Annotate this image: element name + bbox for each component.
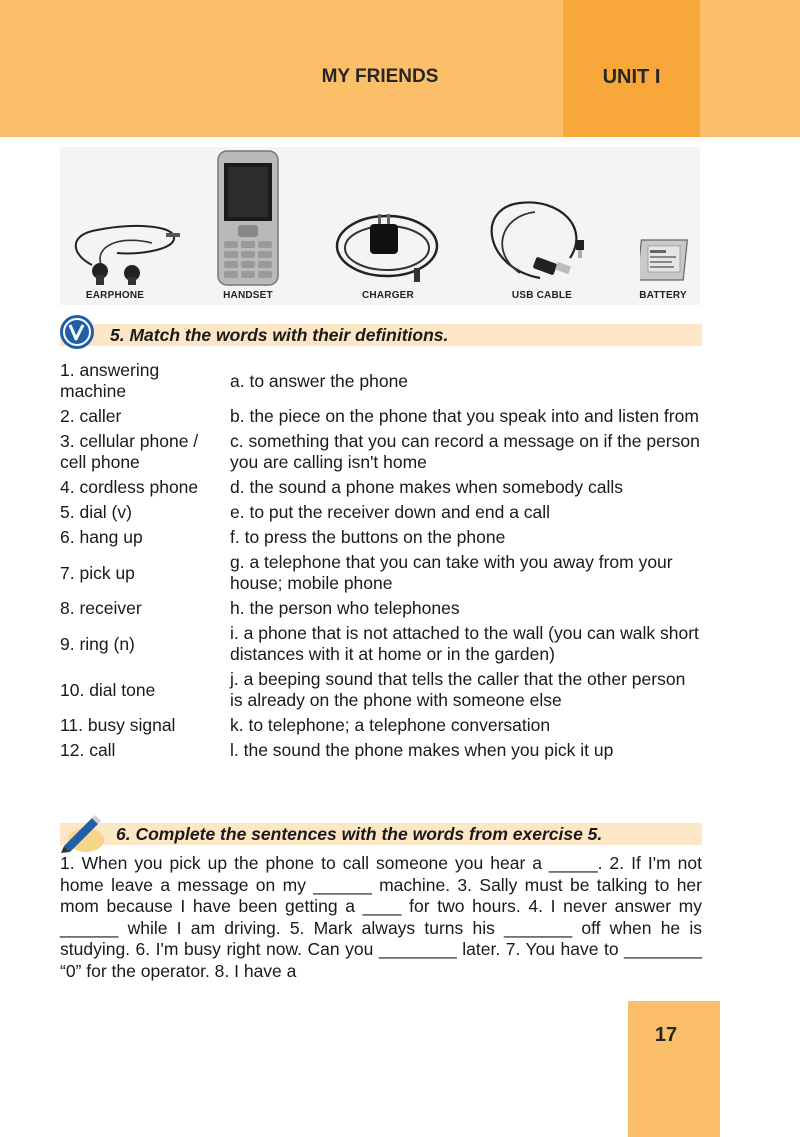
word-cell: 1. answering machine bbox=[60, 360, 160, 401]
definition-cell: f. to press the buttons on the phone bbox=[230, 527, 506, 547]
table-row bbox=[58, 525, 704, 550]
definition-cell: k. to telephone; a telephone conversation bbox=[230, 715, 551, 735]
definition-cell: a. to answer the phone bbox=[230, 370, 409, 391]
label-charger: CHARGER bbox=[362, 290, 414, 301]
table-row bbox=[58, 475, 704, 500]
table-row bbox=[58, 358, 704, 404]
word-cell: 6. hang up bbox=[60, 527, 143, 547]
unit-label: UNIT I bbox=[602, 66, 661, 88]
table-row bbox=[58, 667, 704, 713]
table-row bbox=[58, 550, 704, 596]
exercise-6-text: 1. When you pick up the phone to call someone you hear a _____. 2. If I'm not home leave a message on my ______ machine. 3. Sally must be talking to her mom because I have been getting a ____ for two hours. 4. I never answer my ______ while I am driving. 5. Mark always turns his _______ off when he is studying. 6. I'm busy right now. Can you ________ later. 7. You have to ________ “0” for the operator. 8. I have a bbox=[60, 853, 702, 981]
table-row bbox=[58, 738, 704, 763]
page-number: 17 bbox=[654, 1024, 678, 1046]
definition-cell: e. to put the receiver down and end a call bbox=[230, 502, 551, 522]
table-row bbox=[58, 713, 704, 738]
table-row bbox=[58, 429, 704, 475]
table-row bbox=[58, 404, 704, 429]
chapter-title: MY FRIENDS bbox=[321, 66, 439, 87]
word-cell: 12. call bbox=[60, 740, 116, 760]
charger-icon bbox=[332, 208, 442, 288]
matching-table bbox=[58, 358, 704, 763]
table-row bbox=[58, 500, 704, 525]
word-cell: 9. ring (n) bbox=[60, 633, 135, 654]
word-cell: 3. cellular phone / cell phone bbox=[60, 431, 199, 472]
definition-cell: d. the sound a phone makes when somebody calls bbox=[230, 477, 624, 497]
definition-cell: h. the person who telephones bbox=[230, 598, 460, 618]
word-cell: 5. dial (v) bbox=[60, 502, 132, 522]
label-handset: HANDSET bbox=[223, 290, 273, 301]
earphone-icon bbox=[62, 215, 184, 287]
word-cell: 8. receiver bbox=[60, 598, 142, 618]
table-row bbox=[58, 621, 704, 667]
definition-cell: b. the piece on the phone that you speak into and listen from bbox=[230, 406, 699, 426]
table-row bbox=[58, 596, 704, 621]
handset-icon bbox=[216, 149, 280, 287]
definition-cell: j. a beeping sound that tells the caller that the other person is already on the phone with someone else bbox=[230, 669, 686, 710]
definition-cell: c. something that you can record a message on if the person you are calling isn't home bbox=[230, 431, 700, 472]
usb-cable-icon bbox=[480, 198, 600, 290]
page-number-box bbox=[628, 1001, 720, 1137]
label-battery: BATTERY bbox=[639, 290, 687, 301]
word-cell: 4. cordless phone bbox=[60, 477, 199, 497]
word-cell: 11. busy signal bbox=[60, 715, 176, 735]
battery-icon bbox=[640, 234, 692, 284]
word-cell: 2. caller bbox=[60, 406, 122, 426]
label-usb-cable: USB CABLE bbox=[511, 290, 573, 301]
exercise-6-title: 6. Complete the sentences with the words from exercise 5. bbox=[116, 824, 603, 844]
word-cell: 7. pick up bbox=[60, 562, 135, 583]
definition-cell: l. the sound the phone makes when you pick it up bbox=[230, 740, 614, 760]
exercise-5-title: 5. Match the words with their definitions. bbox=[110, 325, 449, 345]
definition-cell: i. a phone that is not attached to the wall (you can walk short distances with it at home or in the garden) bbox=[230, 623, 699, 664]
writing-pencil-icon bbox=[58, 812, 106, 854]
label-earphone: EARPHONE bbox=[85, 290, 145, 301]
vocabulary-icon bbox=[59, 314, 95, 350]
word-cell: 10. dial tone bbox=[60, 679, 156, 700]
definition-cell: g. a telephone that you can take with you away from your house; mobile phone bbox=[230, 552, 673, 593]
